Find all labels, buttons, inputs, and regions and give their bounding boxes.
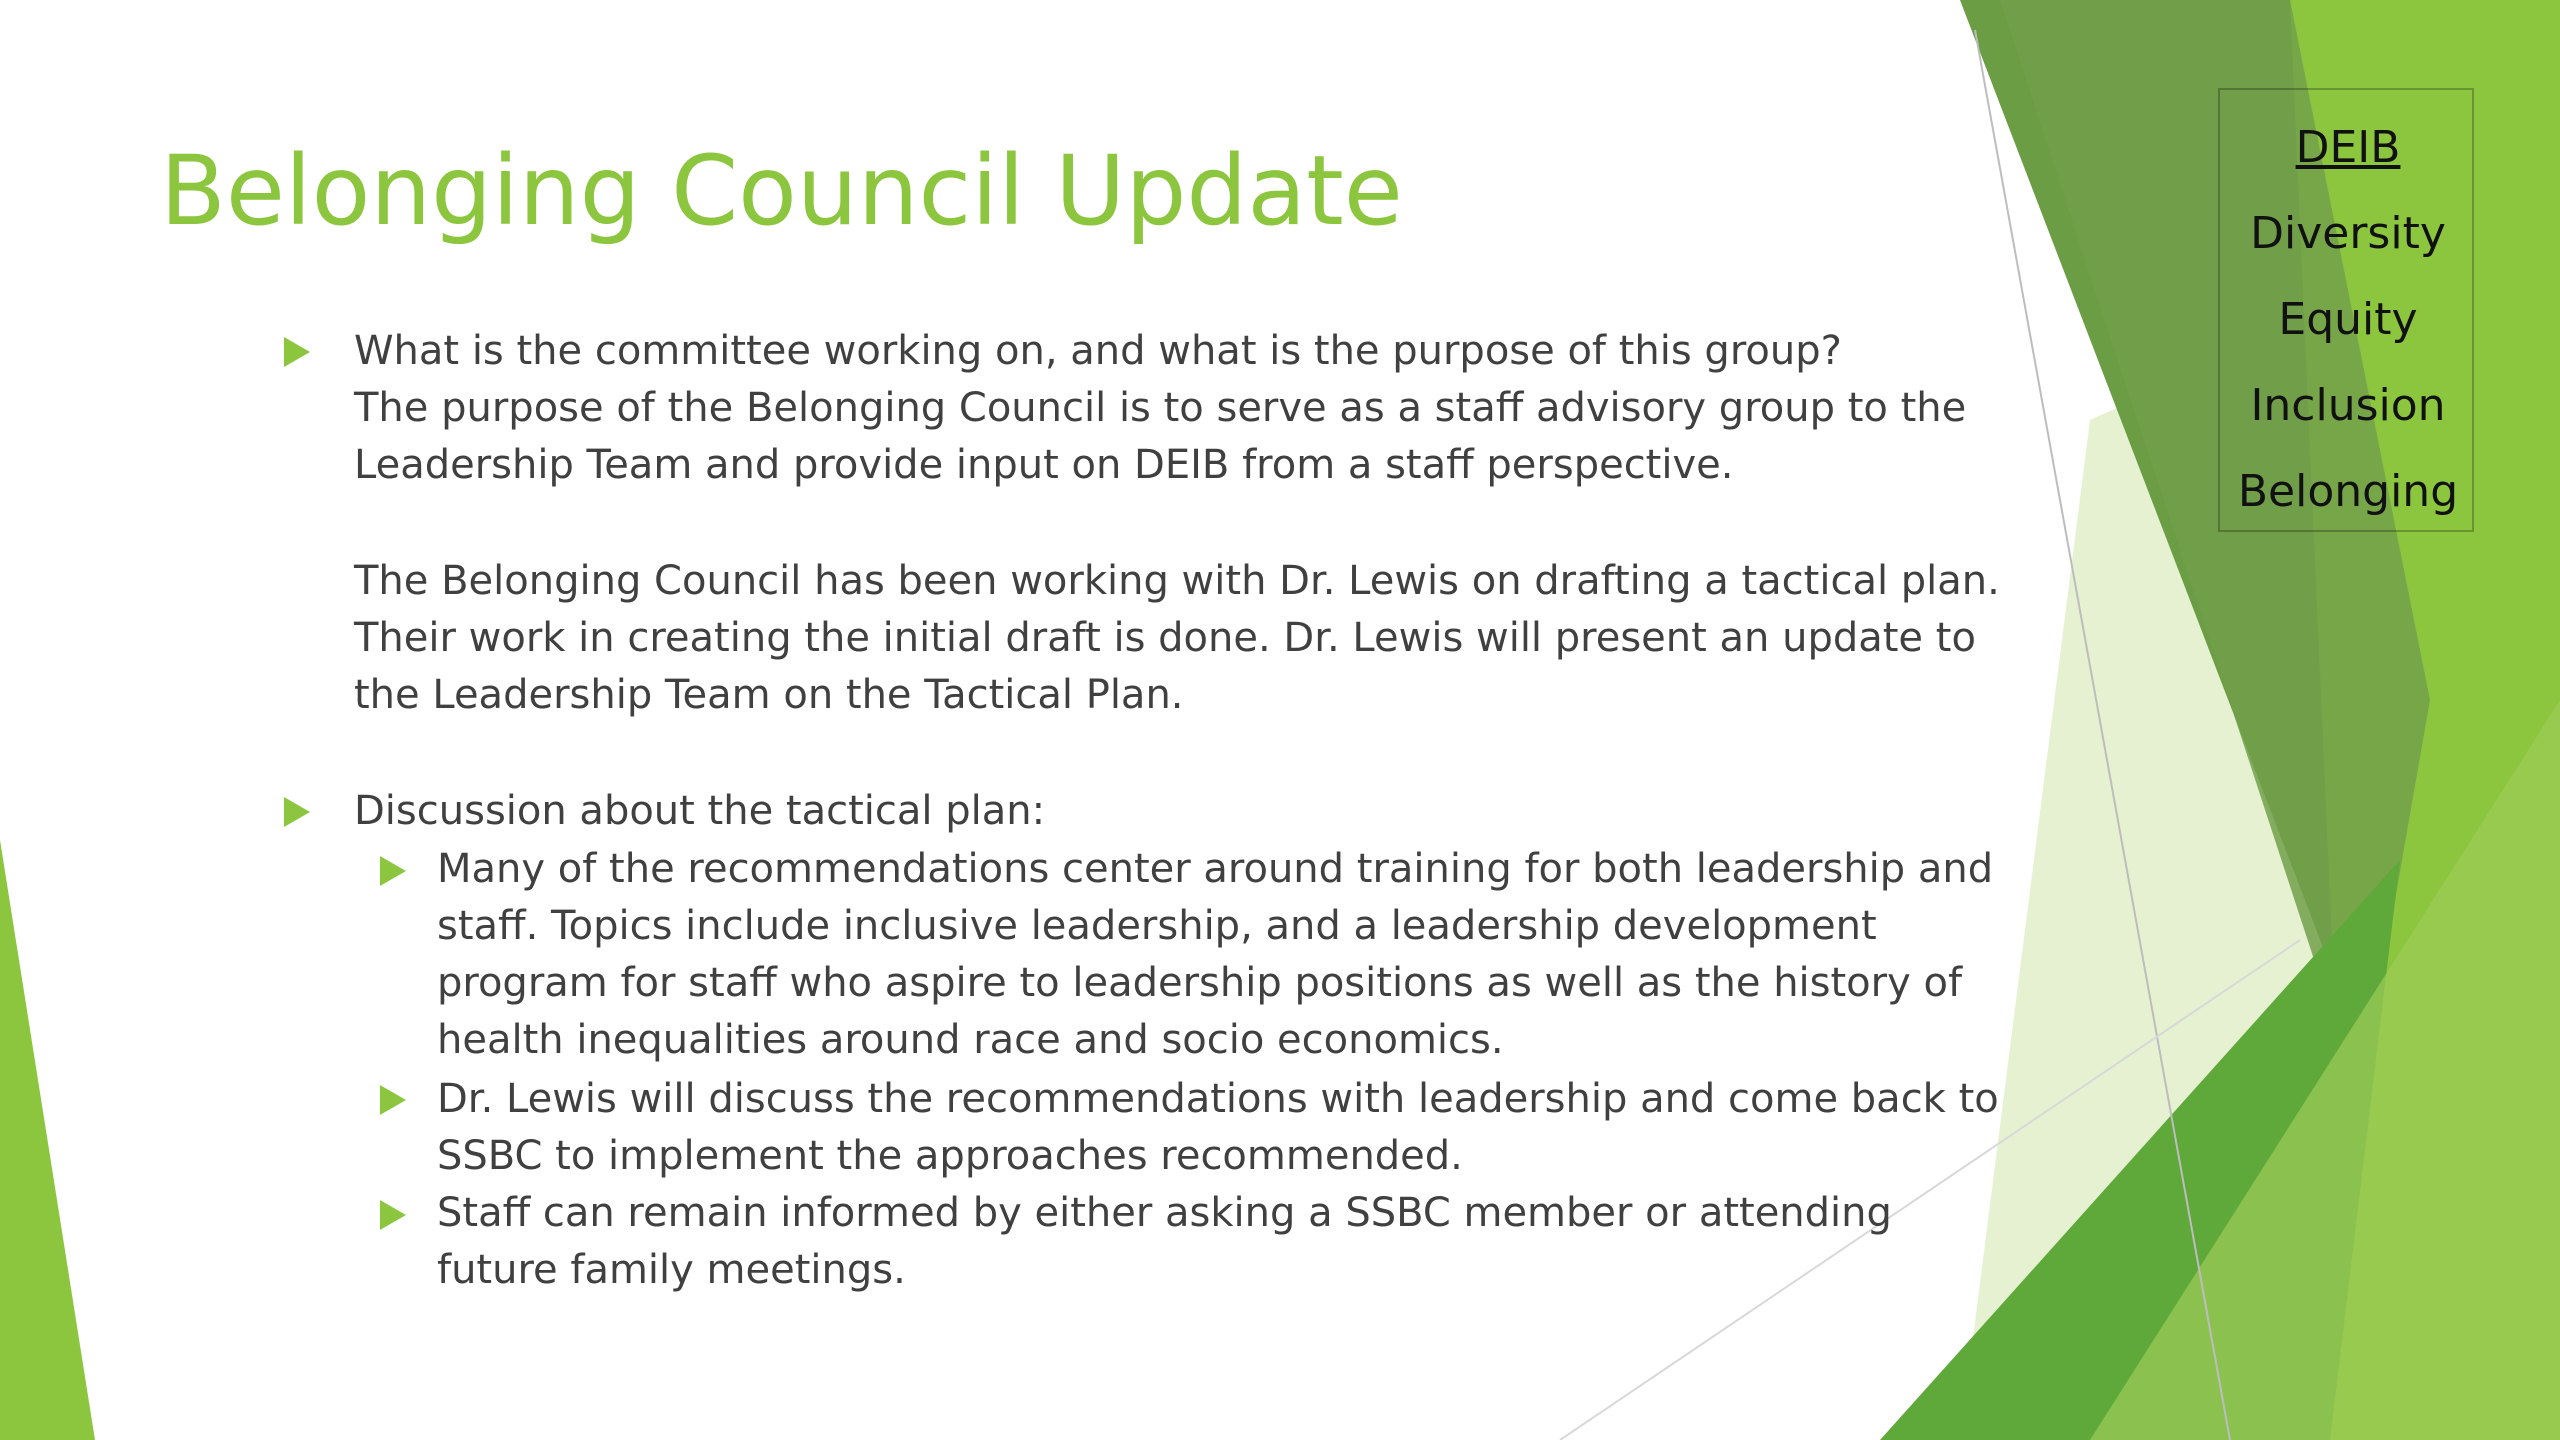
slide-title: Belonging Council Update <box>160 135 1403 247</box>
body-line: What is the committee working on, and what is the purpose of this group? <box>354 328 1842 374</box>
deib-item: Diversity <box>2250 208 2446 259</box>
body-line: The purpose of the Belonging Council is to serve as a staff advisory group to the <box>354 385 1967 431</box>
body-line: The Belonging Council has been working with Dr. Lewis on drafting a tactical plan. <box>354 558 2000 604</box>
triangle-bullet-icon <box>284 337 310 367</box>
sub-bullet-line: SSBC to implement the approaches recommended. <box>437 1133 1463 1179</box>
triangle-bullet-icon <box>284 797 310 827</box>
deib-heading: DEIB <box>2295 122 2401 173</box>
deib-item: Inclusion <box>2250 380 2446 431</box>
sub-bullet-line: staff. Topics include inclusive leadership, and a leadership development <box>437 903 1877 949</box>
body-line: Leadership Team and provide input on DEIB from a staff perspective. <box>354 442 1734 488</box>
body-line: Their work in creating the initial draft is done. Dr. Lewis will present an update to <box>354 615 1976 661</box>
deib-box <box>2218 88 2474 532</box>
body-line: Discussion about the tactical plan: <box>354 788 1046 834</box>
sub-bullet-line: health inequalities around race and socio economics. <box>437 1017 1504 1063</box>
triangle-bullet-icon <box>380 1200 406 1230</box>
sub-bullet-line: future family meetings. <box>437 1247 906 1293</box>
triangle-bullet-icon <box>380 856 406 886</box>
deib-item: Belonging <box>2237 466 2459 517</box>
triangle-bullet-icon <box>380 1085 406 1115</box>
sub-bullet-line: program for staff who aspire to leadership positions as well as the history of <box>437 960 1963 1006</box>
sub-bullet-line: Dr. Lewis will discuss the recommendations with leadership and come back to <box>437 1076 1999 1122</box>
sub-bullet-line: Many of the recommendations center around training for both leadership and <box>437 846 1994 892</box>
sub-bullet-line: Staff can remain informed by either asking a SSBC member or attending <box>437 1190 1892 1236</box>
deib-item: Equity <box>2278 294 2418 345</box>
body-line: the Leadership Team on the Tactical Plan. <box>354 672 1184 718</box>
left-edge-shape <box>0 840 95 1440</box>
